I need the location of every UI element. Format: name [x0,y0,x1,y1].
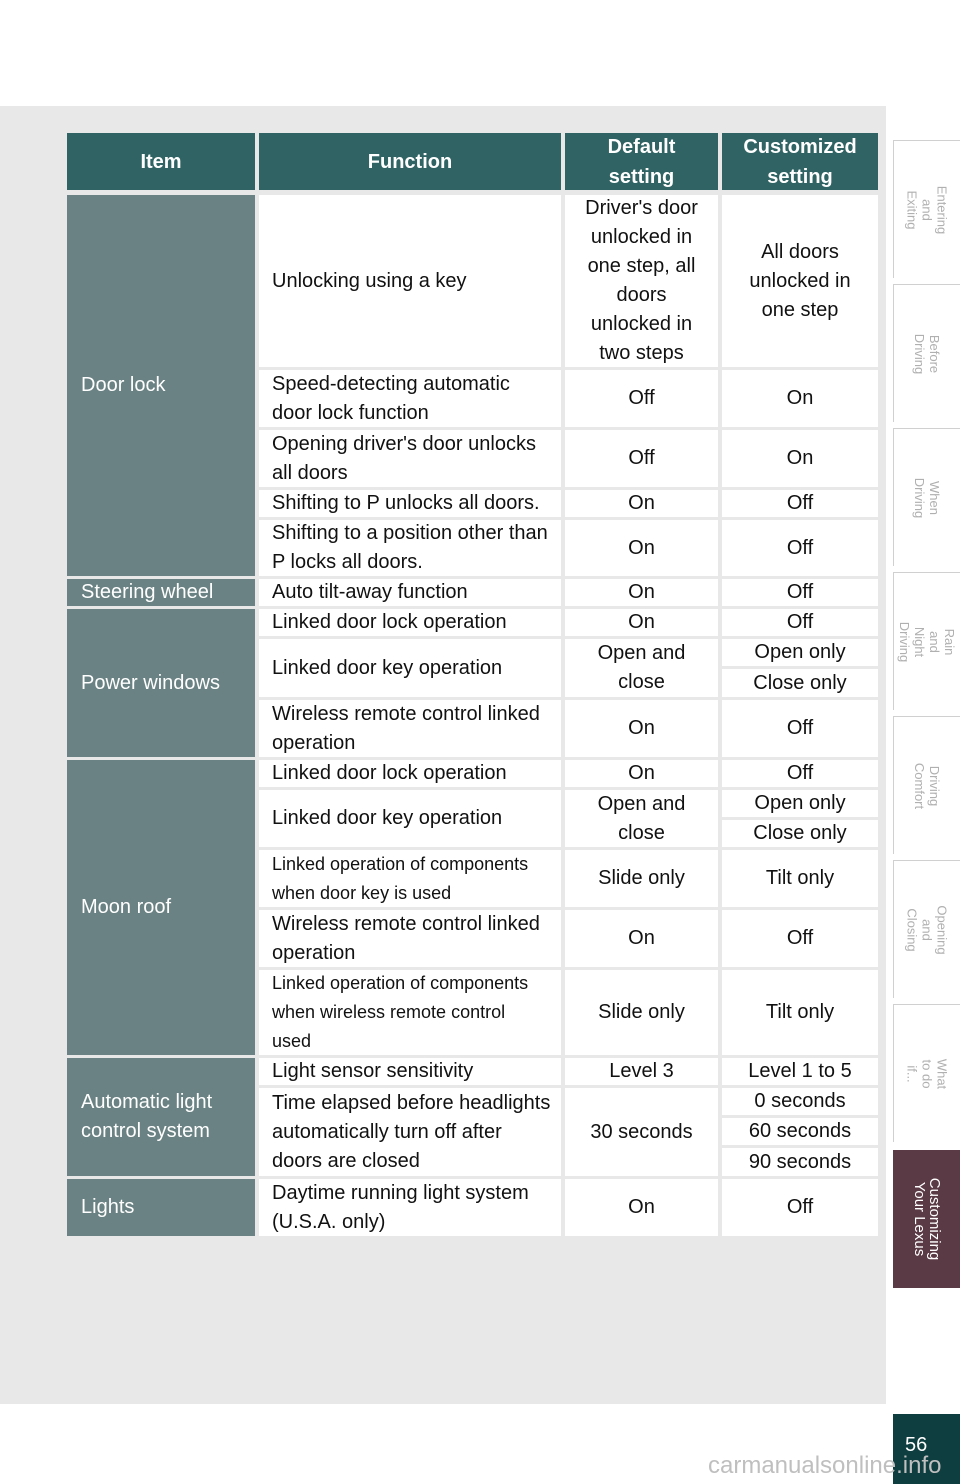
tab-label: Entering and Exiting [904,185,950,234]
custom-headlight-delay-0: 0 seconds [722,1088,878,1115]
function-mr-components-wireless: Linked operation of components when wireless remote control used [259,970,561,1055]
item-automatic-light: Automatic light control system [67,1058,255,1176]
item-lights: Lights [67,1179,255,1236]
tab-before-driving[interactable] [893,284,960,422]
function-auto-tilt: Auto tilt-away function [259,579,561,606]
function-shift-p-unlock: Shifting to P unlocks all doors. [259,490,561,517]
custom-shift-p-unlock: Off [722,490,878,517]
custom-shift-other-lock: Off [722,520,878,576]
custom-pw-linked-key-close: Close only [722,669,878,697]
tab-label: Opening and Closing [904,904,950,955]
tab-rain-and-night-driving[interactable] [893,572,960,710]
function-mr-linked-key: Linked door key operation [259,790,561,847]
function-speed-lock: Speed-detecting automatic door lock function [259,370,561,427]
function-headlight-delay: Time elapsed before headlights automatically turn off after doors are closed [259,1088,561,1176]
item-steering-wheel: Steering wheel [67,579,255,606]
tab-customizing-your-lexus[interactable] [893,1150,960,1288]
default-pw-wireless: On [565,700,718,757]
custom-unlocking-key: All doors unlocked in one step [722,195,878,367]
function-daytime-running: Daytime running light system (U.S.A. only) [259,1179,561,1236]
item-power-windows: Power windows [67,609,255,757]
default-unlocking-key: Driver's door unlocked in one step, all doors unlocked in two steps [565,195,718,367]
default-auto-tilt: On [565,579,718,606]
item-door-lock: Door lock [67,195,255,576]
custom-headlight-delay-90: 90 seconds [722,1148,878,1176]
default-mr-wireless: On [565,910,718,967]
default-headlight-delay: 30 seconds [565,1088,718,1176]
default-pw-linked-key: Open and close [565,639,718,697]
function-shift-other-lock: Shifting to a position other than P locks all doors. [259,520,561,576]
default-pw-linked-lock: On [565,609,718,636]
page-number: 56 [893,1414,960,1484]
item-moon-roof: Moon roof [67,760,255,1055]
custom-headlight-delay-60: 60 seconds [722,1118,878,1145]
tab-opening-and-closing[interactable] [893,860,960,998]
custom-daytime-running: Off [722,1179,878,1236]
default-speed-lock: Off [565,370,718,427]
header-item: Item [67,133,255,190]
header-function: Function [259,133,561,190]
custom-mr-linked-lock: Off [722,760,878,787]
tab-label: When Driving [912,477,942,518]
watermark-text: carmanualsonline.info [708,1452,942,1479]
tab-label: Before Driving [912,333,942,374]
function-driver-door-unlock: Opening driver's door unlocks all doors [259,430,561,487]
tab-when-driving[interactable] [893,428,960,566]
function-pw-wireless: Wireless remote control linked operation [259,700,561,757]
function-mr-wireless: Wireless remote control linked operation [259,910,561,967]
default-shift-p-unlock: On [565,490,718,517]
default-mr-components-key: Slide only [565,850,718,907]
custom-light-sensor: Level 1 to 5 [722,1058,878,1085]
function-light-sensor: Light sensor sensitivity [259,1058,561,1085]
tab-label: Driving Comfort [912,762,942,809]
default-mr-linked-lock: On [565,760,718,787]
default-driver-door-unlock: Off [565,430,718,487]
function-pw-linked-key: Linked door key operation [259,639,561,697]
custom-mr-wireless: Off [722,910,878,967]
function-pw-linked-lock: Linked door lock operation [259,609,561,636]
custom-auto-tilt: Off [722,579,878,606]
function-mr-components-key: Linked operation of components when door key is used [259,850,561,907]
default-mr-components-wireless: Slide only [565,970,718,1055]
custom-pw-linked-key-open: Open only [722,639,878,666]
default-light-sensor: Level 3 [565,1058,718,1085]
tab-label: What to do if... [904,1058,950,1089]
function-unlocking-key: Unlocking using a key [259,195,561,367]
tab-what-to-do-if[interactable] [893,1004,960,1142]
header-customized-setting: Customized setting [722,133,878,190]
header-default-setting: Default setting [565,133,718,190]
custom-driver-door-unlock: On [722,430,878,487]
tab-driving-comfort[interactable] [893,716,960,854]
tab-entering-and-exiting[interactable] [893,140,960,278]
default-daytime-running: On [565,1179,718,1236]
custom-mr-linked-key-close: Close only [722,820,878,847]
custom-mr-linked-key-open: Open only [722,790,878,817]
custom-pw-linked-lock: Off [722,609,878,636]
tab-label: Rain and Night Driving [897,621,957,662]
custom-mr-components-wireless: Tilt only [722,970,878,1055]
custom-speed-lock: On [722,370,878,427]
function-mr-linked-lock: Linked door lock operation [259,760,561,787]
default-shift-other-lock: On [565,520,718,576]
default-mr-linked-key: Open and close [565,790,718,847]
custom-pw-wireless: Off [722,700,878,757]
tab-label: Customizing Your Lexus [910,1177,943,1261]
custom-mr-components-key: Tilt only [722,850,878,907]
